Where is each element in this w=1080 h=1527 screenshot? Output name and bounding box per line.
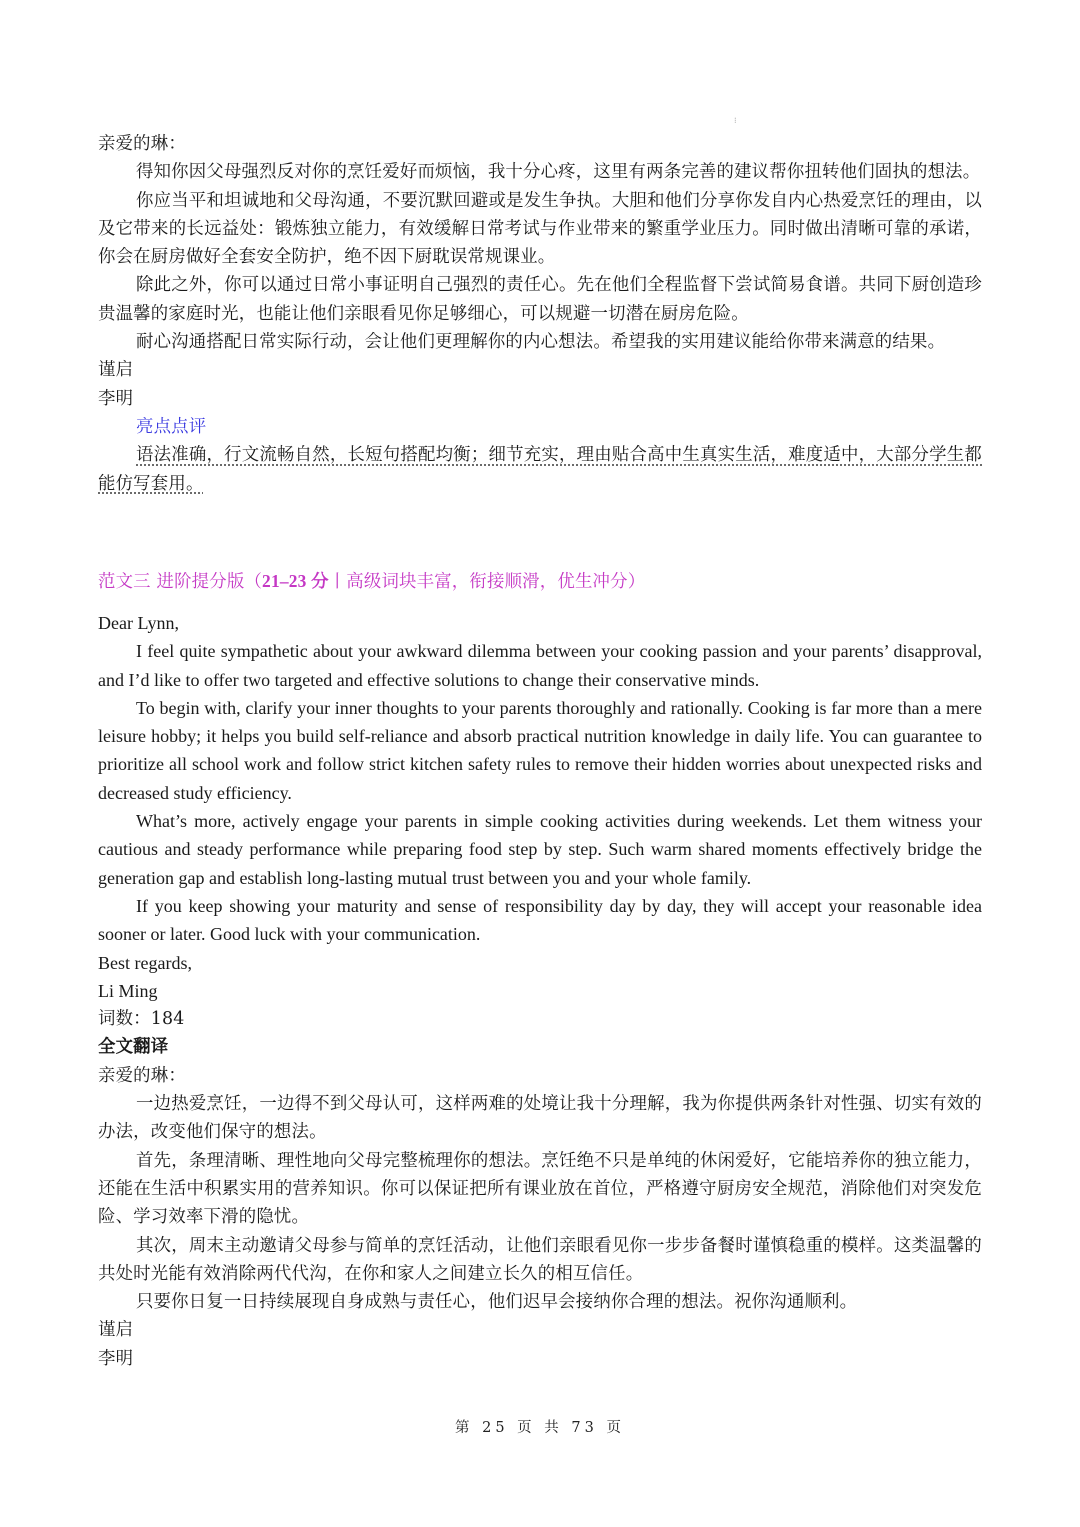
letter-paragraph: 你应当平和坦诚地和父母沟通，不要沉默回避或是发生争执。大胆和他们分享你发自内心热爱烹饪的理由，以及它带来的长远益处：锻炼独立能力，有效缓解日常考试与作业带来的繁重学业压力。同时做出清晰可靠的承诺，你会在厨房做好全套安全防护，绝不因下厨耽误常规课业。: [98, 190, 982, 268]
section-heading-suffix: 丨高级词块丰富，衔接顺滑，优生冲分）: [328, 572, 646, 592]
letter-greeting: Dear Lynn,: [98, 613, 179, 633]
letter-paragraph: 耐心沟通搭配日常实际行动，会让他们更理解你的内心想法。希望我的实用建议能给你带来满意的结果。: [136, 332, 946, 353]
letter-paragraph: I feel quite sympathetic about your awkward dilemma between your cooking passion and your parents’ disapproval, and I’d like to offer two targeted and effective solutions to change their conservative minds.: [98, 641, 982, 690]
letter-paragraph: 首先，条理清晰、理性地向父母完整梳理你的想法。烹饪绝不只是单纯的休闲爱好，它能培养你的独立能力，还能在生活中积累实用的营养知识。你可以保证把所有课业放在首位，严格遵守厨房安全规范，消除他们对突发危险、学习效率下滑的隐忧。: [98, 1150, 982, 1228]
letter-paragraph: 得知你因父母强烈反对你的烹饪爱好而烦恼，我十分心疼，这里有两条完善的建议帮你扭转他们固执的想法。: [136, 162, 981, 183]
highlight-title: 亮点点评: [136, 416, 207, 437]
letter-cn-section: [98, 130, 982, 498]
word-count: 词数：184: [98, 1009, 185, 1030]
letter-signature: 李明: [98, 388, 134, 409]
letter-paragraph: 只要你日复一日持续展现自身成熟与责任心，他们迟早会接纳你合理的想法。祝你沟通顺利。: [136, 1292, 858, 1313]
section-heading: [98, 567, 982, 596]
letter-closing: Best regards,: [98, 952, 192, 973]
section-heading-score: 21–23 分: [262, 571, 329, 591]
letter-paragraph: If you keep showing your maturity and sense of responsibility day by day, they will accept your reasonable idea sooner or later. Good luck with your communication.: [98, 895, 982, 945]
letter-greeting: 亲爱的琳：: [98, 1065, 186, 1086]
letter-greeting: 亲爱的琳：: [98, 134, 186, 154]
section-heading-prefix: 范文三 进阶提分版（: [98, 572, 263, 592]
corner-mark: ⁝: [734, 116, 737, 125]
letter-en-section: [98, 609, 982, 1373]
letter-paragraph: 除此之外，你可以通过日常小事证明自己强烈的责任心。先在他们全程监督下尝试简易食谱。共同下厨创造珍贵温馨的家庭时光，也能让他们亲眼看见你足够细心，可以规避一切潜在厨房危险。: [98, 275, 982, 324]
letter-closing: 谨启: [98, 1320, 134, 1341]
letter-paragraph: To begin with, clarify your inner thoughts to your parents thoroughly and rationally. Cooking is far more than a mere leisure hobby; it helps you build self-reliance and absorb practical nutrition knowledge in daily life. You can guarantee to prioritize all school work and follow strict kitchen safety rules to remove their hidden worries about unexpected risks and decreased study efficiency.: [98, 697, 982, 803]
highlight-comment: 语法准确，行文流畅自然，长短句搭配均衡；细节充实，理由贴合高中生真实生活，难度适中，大部分学生都能仿写套用。: [98, 445, 982, 494]
translation-title: 全文翻译: [98, 1037, 169, 1058]
letter-closing: 谨启: [98, 360, 134, 381]
page-footer: 第 25 页 共 73 页: [455, 1420, 625, 1436]
letter-paragraph: 一边热爱烹饪，一边得不到父母认可，这样两难的处境让我十分理解，我为你提供两条针对性强、切实有效的办法，改变他们保守的想法。: [98, 1094, 982, 1143]
letter-signature: Li Ming: [98, 980, 158, 1001]
letter-paragraph: What’s more, actively engage your parents in simple cooking activities during weekends. Let them witness your cautious and steady performance while preparing food step by step. Such warm shared moments effectively bridge the generation gap and establish long-lasting mutual trust between you and your whole family.: [98, 811, 982, 888]
letter-signature: 李明: [98, 1348, 134, 1369]
letter-paragraph: 其次，周末主动邀请父母参与简单的烹饪活动，让他们亲眼看见你一步步备餐时谨慎稳重的模样。这类温馨的共处时光能有效消除两代代沟，在你和家人之间建立长久的相互信任。: [98, 1235, 982, 1284]
